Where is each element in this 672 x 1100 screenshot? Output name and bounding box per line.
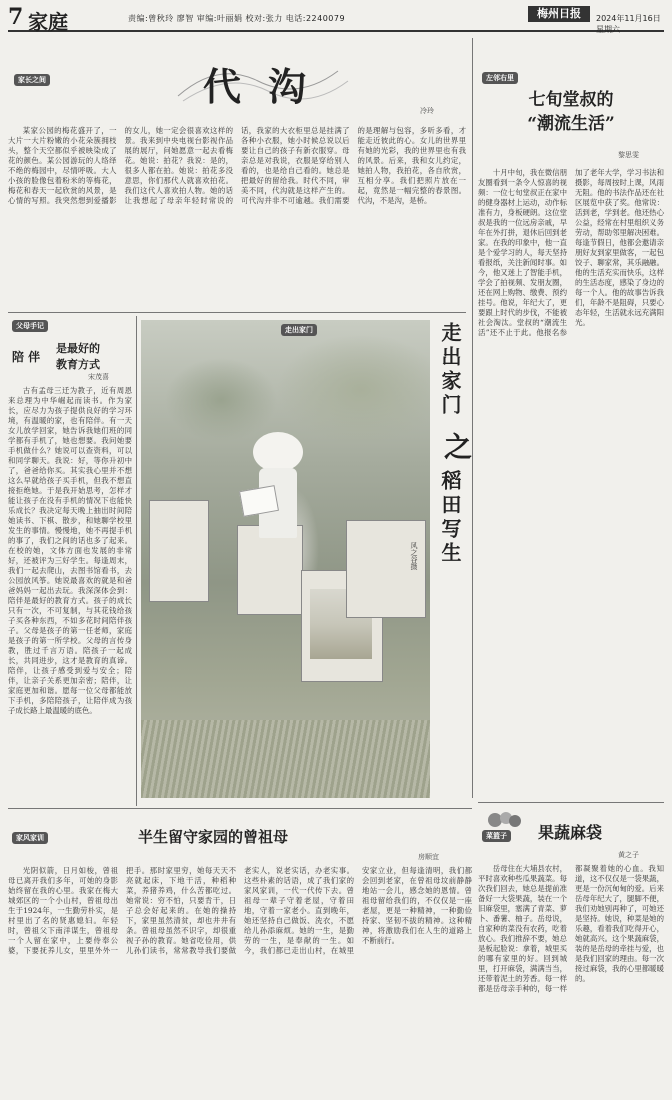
title-part-1: 走出家门 — [438, 322, 462, 418]
article-title: 半生留守家园的曾祖母 — [138, 828, 289, 846]
page-number: 7 — [8, 4, 24, 30]
title-swirl-decoration — [158, 56, 358, 106]
body-text: 十月中旬，我在微信朋友圈看到一条令人惊喜的视频：一位七旬堂叔正在家中的健身器材上运动，动作标准有力，身板硬朗。这位堂叔是我的一位远房亲戚，早年在外打拼，退休后回到老家。在我的印象中，他一直是个爱学习的人，每天坚持看报纸，关注新闻时事。如今，他又迷上了智能手机，学会了拍视频、发朋友圈，还在网上购物、缴费、预约挂号。他说，年纪大了，更要跟上时代的步伐，不能被社会淘汰。堂叔的“潮流生活”还不止于此。他报名参加了老年大学，学习书法和摄影，每周按时上课，风雨无阻。他的书法作品还在社区展览中获了奖。他常说：活到老，学到老。他还热心公益，经常在村里组织义务劳动，帮助邻里解决困难。每逢节假日，他都会邀请亲朋好友到家里做客，一起包饺子、聊家常，其乐融融。他的生活充实而快乐，这样的生活态度，感染了身边的每一个人。他的故事告诉我们，年龄不是阻碍，只要心态年轻，生活就永远充满阳光。 — [478, 168, 664, 337]
body-text: 古有孟母三迁为教子，近有周恩来总理为中华崛起而读书。作为家长，应尽力为孩子提供良好的学习环境，有温暖的家，也有陪伴。有一天女儿放学回家，她告诉我她们班的同学都有手机了，她也想要。我问她要手机做什么？她说可以查资料，可以和同学聊天。我说：好，等你升初中了，爸爸给你买。其实我心里并不想这么早就给孩子买手机，但我不想直接拒绝她。于是我开始思考，怎样才能让孩子在没有手机的情况下也能快乐成长？我决定每天晚上抽出时间陪她读书、下棋、散步，和她聊学校里发生的事情。慢慢地，她不再提手机的事了，我们之间的话也多了起来。在校的她，文体方面也发展的非常好，还被评为三好学生。每逢周末，我们一起去爬山，去图书馆看书，去公园放风筝。她说最喜欢的就是和爸爸妈妈一起出去玩。我深深体会到：陪伴是最好的教育方式。孩子的成长只有一次，不可复制，与其花钱给孩子买各种东西，不如多花时间陪伴孩子。父母是孩子的第一任老师，家庭是孩子的第一所学校。父母的言传身教，胜过千言万语。陪孩子一起成长，共同进步，这才是教育的真谛。陪伴，让孩子感受到爱与安全；陪伴，让亲子关系更加亲密；陪伴，让家庭更加和谐。愿每一位父母都能放下手机，多陪陪孩子，让陪伴成为孩子成长路上最温暖的底色。 — [8, 386, 132, 715]
author: 房顺宜 — [418, 853, 439, 861]
article-body — [8, 866, 472, 1096]
title-line-3: 教育方式 — [56, 358, 100, 371]
title-char-2: 沟 — [268, 64, 307, 109]
sun-hat — [253, 432, 303, 472]
title-line-2: “潮流生活” — [527, 114, 615, 134]
title-line-2: 是最好的 — [56, 342, 100, 355]
issue-date: 2024年11月16日 星期六 — [596, 14, 661, 34]
article-great-grandmother — [8, 812, 472, 1096]
divider — [8, 808, 472, 809]
column-tag: 左邻右里 — [482, 72, 518, 84]
article-bag — [478, 806, 664, 1096]
article-title: 果蔬麻袋 — [538, 823, 603, 842]
vegetable-illustration — [486, 808, 522, 830]
editor-credits: 责编:曾秋玲 廖智 审编:叶丽娟 校对:张力 电话:2240079 — [128, 14, 346, 23]
column-tag: 菜篮子 — [482, 830, 511, 842]
body-text: 岳母住在大埔县农村，平时喜欢种些瓜果蔬菜。每次我们回去，她总是提前准备好一大袋果蔬，装在一个旧麻袋里，塞满了青菜、萝卜、番薯、柚子。岳母说，自家种的菜没有农药，吃着放心。我们推辞不要，她总是板起脸说：拿着，城里买的哪有家里的好。回到城里，打开麻袋，满满当当，还带着泥土的芳香。每一样都是岳母亲手种的，每一样都凝聚着她的心血。我知道，这不仅仅是一袋果蔬，更是一份沉甸甸的爱。后来岳母年纪大了，腿脚不便，我们劝她别再种了，可她还是坚持。她说，种菜是她的乐趣，看着我们吃得开心，她就高兴。这个果蔬麻袋，装的是岳母的牵挂与爱，也是我们回家的理由。每一次接过麻袋，我的心里都暖暖的。 — [478, 864, 664, 993]
article-company — [8, 316, 132, 806]
body-text: 某家公园的梅花盛开了，一大片一大片粉嫩的小花朵簇拥枝头，整个天空都似乎被映染成了花的颜色。某公园游玩的人络绎不绝的梅园中，尽情呼吸。大人小孩的脸像包着粉米的等梅花，梅花和春天一起欣赏的风景，是心情的写照。我突然想到爱播影的女儿，她一定会很喜欢这样的景。我来到中央电视台影视作品展的展厅，问她愿意一起去看梅花。她说：拍花？我说：是的，很多人都在拍。她说：拍花多没意思，你们那代人就喜欢拍花。我们这代人喜欢拍人物。她的话让我想起了母亲年轻时常说的话，我家的大衣柜里总是挂满了各种小衣服，她小时候总说以后要让自己的孩子有新衣服穿。母亲总是对我说，衣服是穿给别人看的，也是给自己看的。她总是把最好的留给我。时代不同，审美不同，代沟就是这样产生的。可代沟并非不可逾越。我们需要的是理解与包容，多听多看，才能走近彼此的心。女儿的世界里有她的光彩，我的世界里也有我的风景。后来，我和女儿约定，她拍人物，我拍花，各自欣赏，互相分享。我们把照片放在一起，竟然是一幅完整的春景图。代沟，不是沟，是桥。 — [8, 126, 466, 205]
section-title: 家庭 — [28, 10, 68, 34]
divider — [136, 316, 137, 806]
column-tag: 家风家训 — [12, 832, 48, 844]
author: 冷玲 — [420, 107, 434, 115]
masthead — [8, 4, 664, 32]
title-line-1: 七旬堂叔的 — [528, 90, 614, 110]
article-title — [158, 56, 358, 109]
photo-field-sketching — [141, 320, 430, 798]
easel-canvas — [237, 525, 303, 615]
photo-title — [432, 320, 473, 590]
newspaper-logo: 梅州日报 — [528, 6, 590, 22]
article-body — [8, 386, 132, 806]
divider — [8, 312, 466, 313]
article-body — [478, 168, 664, 798]
article-daigou — [8, 38, 466, 310]
article-body — [8, 126, 466, 310]
divider — [472, 38, 473, 798]
author: 黄之子 — [618, 851, 639, 859]
column-tag: 家长之间 — [14, 74, 50, 86]
article-body — [478, 864, 664, 1096]
title-part-3: 稻田写生 — [438, 470, 462, 566]
divider — [478, 802, 664, 803]
column-tag: 走出家门 — [281, 324, 317, 336]
column-tag: 父母手记 — [12, 320, 48, 332]
title-line-1: 陪 伴 — [12, 350, 41, 364]
article-title — [478, 88, 664, 136]
easel-canvas — [149, 500, 209, 602]
vegetable-icon — [486, 808, 522, 830]
author: 黎思雯 — [618, 151, 639, 159]
article-uncle — [478, 38, 664, 798]
photo-credit: 风之谷摄 — [410, 542, 418, 570]
title-char-1: 代 — [203, 64, 242, 109]
body-text: 光阴似箭，日月如梭，曾祖母已离开我们多年，可她的身影始终留在我的心里。我家在梅大城郊区的一个小山村，曾祖母出生于1924年，一生勤劳朴实，是村里出了名的贤惠媳妇。年轻时，曾祖父下南洋谋生，曾祖母一个人留在家中，上要侍奉公婆，下要抚养儿女，里里外外一把手。那时家里穷，她每天天不亮就起床，下地干活，种稻种菜，养猪养鸡，什么苦都吃过。她常说：穷不怕，只要肯干，日子总会好起来的。在她的操持下，家里虽然清贫，却也井井有条。曾祖母虽然不识字，却很重视子孙的教育。她省吃俭用，供儿孙们读书，常常教导我们要做老实人，说老实话，办老实事。这些朴素的话语，成了我们家的家风家训，一代一代传下去。曾祖母一辈子守着老屋，守着田地，守着一家老小。直到晚年，她还坚持自己做饭、洗衣，不愿给儿孙添麻烦。她的一生，是勤劳的一生，是奉献的一生。如今，我们都已走出山村，在城里安家立业，但每逢清明，我们都会回到老家，在曾祖母坟前静静地站一会儿，感念她的恩情。曾祖母留给我们的，不仅仅是一座老屋，更是一种精神，一种勤俭持家、坚韧不拔的精神。这种精神，将激励我们在人生的道路上不断前行。 — [8, 866, 472, 955]
author: 宋茂喜 — [88, 373, 109, 381]
grass-foreground — [141, 720, 430, 798]
title-part-2: 之 — [440, 432, 473, 464]
